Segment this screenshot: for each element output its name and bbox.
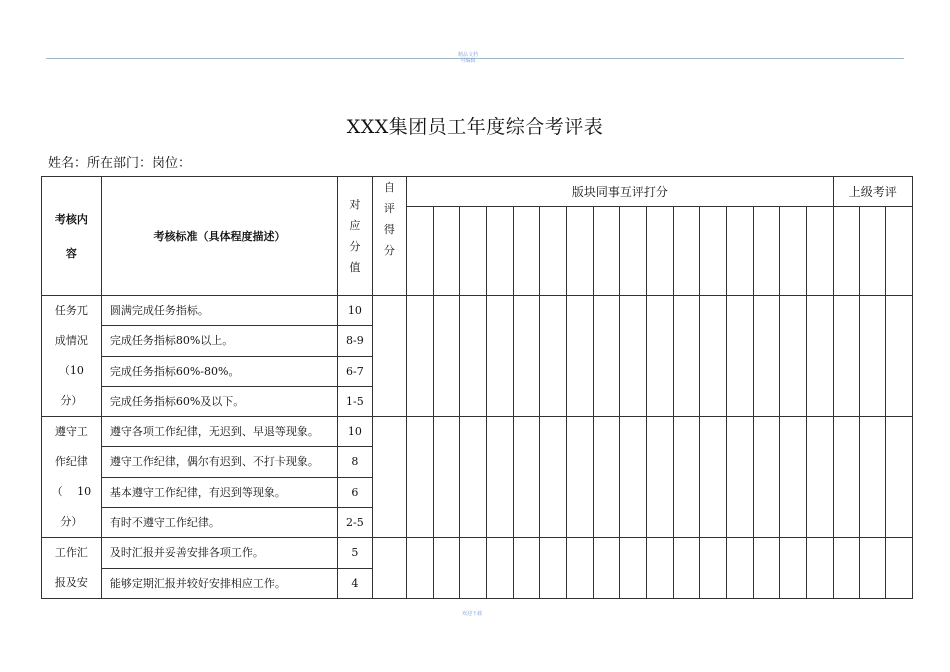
header-self-char: 得 — [383, 223, 395, 236]
review-cell — [780, 538, 807, 599]
employee-info-line: 姓名：所在部门：岗位： — [48, 156, 192, 171]
review-cell — [886, 296, 913, 417]
review-cell — [806, 296, 833, 417]
review-cell — [407, 207, 434, 296]
review-cell — [780, 417, 807, 538]
review-cell — [780, 296, 807, 417]
review-cell — [859, 538, 885, 599]
review-cell — [833, 207, 859, 296]
criterion-cell: 基本遵守工作纪律，有迟到等现象。 — [101, 477, 337, 507]
review-cell — [673, 207, 700, 296]
category-line: 报及安 — [54, 576, 88, 589]
category-line: （ 10 — [51, 485, 92, 498]
review-cell — [700, 207, 727, 296]
self-score-cell — [372, 417, 406, 538]
review-cell — [487, 207, 514, 296]
header-score-char: 对 — [349, 198, 361, 211]
review-cell — [726, 207, 753, 296]
review-cell — [620, 296, 647, 417]
review-cell — [753, 207, 780, 296]
header-self-char: 自 — [383, 181, 395, 194]
review-cell — [726, 296, 753, 417]
review-cell — [567, 417, 594, 538]
review-cell — [433, 538, 460, 599]
table-row — [42, 296, 913, 326]
criterion-cell: 圆满完成任务指标。 — [101, 296, 337, 326]
category-line: 成情况 — [54, 334, 88, 347]
header-superior-review: 上级考评 — [833, 177, 912, 207]
criterion-cell: 有时不遵守工作纪律。 — [101, 507, 337, 537]
table-row — [42, 417, 913, 447]
review-cell — [540, 417, 567, 538]
review-cell — [513, 417, 540, 538]
category-cell — [42, 417, 102, 538]
criterion-cell: 完成任务指标60%及以下。 — [101, 386, 337, 416]
review-cell — [460, 538, 487, 599]
review-cell — [833, 296, 859, 417]
review-cell — [487, 296, 514, 417]
review-cell — [753, 538, 780, 599]
review-cell — [460, 296, 487, 417]
header-spacer — [42, 227, 101, 245]
review-cell — [460, 207, 487, 296]
review-cell — [513, 207, 540, 296]
review-cell — [433, 417, 460, 538]
table-row — [42, 538, 913, 569]
header-score-value — [338, 177, 372, 296]
header-assessment-item-line: 容 — [65, 247, 77, 260]
category-line: 遵守工 — [54, 425, 88, 438]
review-cell — [407, 538, 434, 599]
review-cell — [673, 538, 700, 599]
criterion-cell: 完成任务指标80%以上。 — [101, 326, 337, 356]
review-cell — [726, 417, 753, 538]
score-cell: 10 — [338, 296, 372, 326]
review-cell — [567, 296, 594, 417]
review-cell — [620, 207, 647, 296]
review-cell — [646, 417, 673, 538]
category-cell — [42, 538, 102, 599]
review-cell — [646, 296, 673, 417]
self-score-cell — [372, 296, 406, 417]
review-cell — [433, 207, 460, 296]
review-cell — [407, 296, 434, 417]
category-line: 作纪律 — [54, 455, 88, 468]
criterion-cell: 完成任务指标60%-80%。 — [101, 356, 337, 386]
review-cell — [540, 296, 567, 417]
category-line: 分） — [60, 394, 83, 407]
score-cell: 8 — [338, 447, 372, 477]
review-cell — [833, 417, 859, 538]
review-cell — [886, 538, 913, 599]
review-cell — [513, 296, 540, 417]
header-self-score — [372, 177, 406, 296]
score-cell: 5 — [338, 538, 372, 569]
document-title: XXX集团员工年度综合考评表 — [346, 116, 604, 138]
review-cell — [593, 296, 620, 417]
review-cell — [886, 417, 913, 538]
category-line: （10 — [58, 364, 84, 377]
criterion-cell: 遵守工作纪律，偶尔有迟到、不打卡现象。 — [101, 447, 337, 477]
review-cell — [859, 417, 885, 538]
review-cell — [540, 538, 567, 599]
review-cell — [753, 417, 780, 538]
review-cell — [700, 417, 727, 538]
header-score-char: 值 — [349, 261, 361, 274]
table-header-row — [42, 177, 913, 207]
review-cell — [646, 538, 673, 599]
criterion-cell: 及时汇报并妥善安排各项工作。 — [101, 538, 337, 569]
header-assessment-item — [42, 177, 102, 296]
review-cell — [567, 538, 594, 599]
category-line: 工作汇 — [54, 546, 88, 559]
review-cell — [700, 296, 727, 417]
footer-watermark: 欢迎下载 — [462, 611, 483, 617]
review-cell — [487, 417, 514, 538]
review-cell — [593, 207, 620, 296]
self-score-cell — [372, 538, 406, 599]
review-cell — [833, 538, 859, 599]
review-cell — [753, 296, 780, 417]
review-cell — [540, 207, 567, 296]
review-cell — [859, 207, 885, 296]
review-cell — [487, 538, 514, 599]
review-cell — [806, 417, 833, 538]
review-cell — [806, 538, 833, 599]
category-line: 任务ㄫ — [54, 304, 88, 317]
header-score-char: 分 — [349, 240, 361, 253]
header-assessment-item-line: 考核内 — [54, 213, 88, 226]
review-cell — [726, 538, 753, 599]
score-cell: 1-5 — [338, 386, 372, 416]
header-score-char: 应 — [349, 219, 361, 232]
review-cell — [593, 417, 620, 538]
criterion-cell: 遵守各项工作纪律，无迟到、早退等现象。 — [101, 417, 337, 447]
header-self-char: 分 — [383, 244, 395, 257]
review-cell — [593, 538, 620, 599]
review-cell — [673, 417, 700, 538]
evaluation-table — [41, 176, 913, 599]
review-cell — [646, 207, 673, 296]
review-cell — [567, 207, 594, 296]
review-cell — [673, 296, 700, 417]
score-cell: 4 — [338, 568, 372, 599]
review-cell — [433, 296, 460, 417]
score-cell: 6-7 — [338, 356, 372, 386]
review-cell — [806, 207, 833, 296]
review-cell — [859, 296, 885, 417]
review-cell — [407, 417, 434, 538]
criterion-cell: 能够定期汇报并较好安排相应工作。 — [101, 568, 337, 599]
review-cell — [620, 417, 647, 538]
score-cell: 2-5 — [338, 507, 372, 537]
review-cell — [620, 538, 647, 599]
category-line: 分） — [60, 515, 83, 528]
review-cell — [700, 538, 727, 599]
header-self-char: 评 — [383, 202, 395, 215]
review-cell — [513, 538, 540, 599]
score-cell: 10 — [338, 417, 372, 447]
header-peer-review: 版块同事互评打分 — [407, 177, 834, 207]
score-cell: 6 — [338, 477, 372, 507]
header-watermark: 精品文档 可编辑 — [458, 52, 479, 64]
header-assessment-standard: 考核标准（具体程度描述） — [101, 177, 337, 296]
category-cell — [42, 296, 102, 417]
review-cell — [886, 207, 913, 296]
review-cell — [780, 207, 807, 296]
review-cell — [460, 417, 487, 538]
score-cell: 8-9 — [338, 326, 372, 356]
